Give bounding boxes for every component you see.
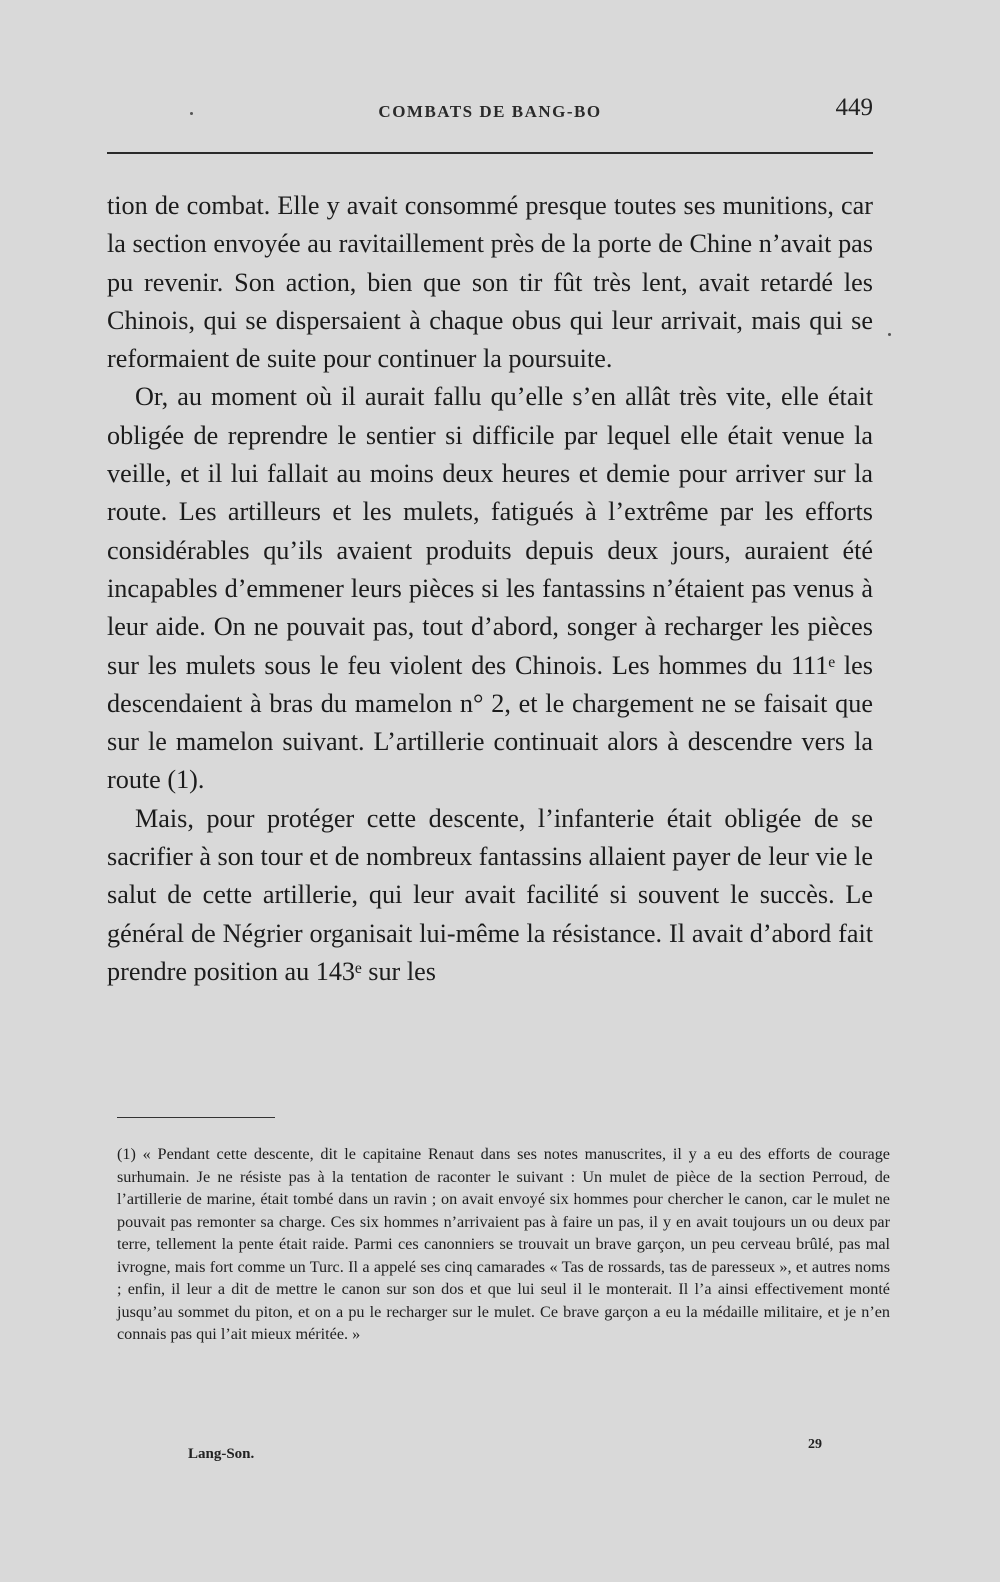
paragraph: Or, au moment où il aurait fallu qu’elle s’en allât très vite, elle était obligée de reprendre le sentier si difficile par lequel elle était venue la veille, et il lui fallait au moins deux heures et demie pour arriver sur la route. Les artilleurs et les mulets, fatigués à l’extrême par les efforts considérables qu’ils avaient produits depuis deux jours, auraient été incapables d’emmener leurs pièces si les fantassins n’étaient pas venus à leur aide. On ne pouvait pas, tout d’abord, songer à recharger les pièces sur les mulets sous le feu violent des Chinois. Les hommes du 111ᵉ les descendaient à bras du mamelon n° 2, et le chargement ne se faisait que sur le mamelon suivant. L’artillerie continuait alors à descendre vers la route (1). <box>107 382 873 795</box>
footnote <box>117 1143 890 1346</box>
page-number: 449 <box>835 94 873 121</box>
paragraph: tion de combat. Elle y avait consommé presque toutes ses munitions, car la section envoyée au ravitaillement près de la porte de Chine n’avait pas pu revenir. Son action, bien que son tir fût très lent, avait retardé les Chinois, qui se dispersaient à chaque obus qui leur arrivait, mais qui se reformaient de suite pour continuer la poursuite. <box>107 191 873 374</box>
paper-speck <box>888 333 891 336</box>
running-title: COMBATS DE BANG-BO <box>378 102 602 121</box>
paragraph: Mais, pour protéger cette descente, l’infanterie était obligée de se sacrifier à son tour et de nombreux fantassins allaient payer de leur vie le salut de cette artillerie, qui leur avait facilité si souvent le succès. Le général de Négrier organisait lui-même la résistance. Il avait d’abord fait prendre position au 143ᵉ sur les <box>107 803 873 986</box>
footnote-rule <box>117 1117 275 1118</box>
running-head <box>107 92 873 132</box>
header-rule <box>107 152 873 154</box>
footnote-text: (1) « Pendant cette descente, dit le capitaine Renaut dans ses notes manuscrites, il y a eu des efforts de courage surhumain. Je ne résiste pas à la tentation de raconter le suivant : Un mulet de pièce de la section Perroud, de l’artillerie de marine, était tombé dans un ravin ; on avait envoyé six hommes pour chercher le canon, car le mulet ne pouvait pas remonter sa charge. Ces six hommes n’arrivaient pas à faire un pas, il y en avait toujours un ou deux par terre, tellement la pente était raide. Parmi ces canonniers se trouvait un brave garçon, un peu cerveau brûlé, pas mal ivrogne, mais fort comme un Turc. Il a appelé ses cinq camarades « Tas de rossards, tas de paresseux », et autres noms ; enfin, il leur a dit de mettre le canon sur son dos et que lui seul il le monterait. Il l’a ainsi effectivement monté jusqu’au sommet du piton, et on a pu le recharger sur le mulet. Ce brave garçon a eu la médaille militaire, et je n’en connais pas qui l’ait mieux méritée. » <box>117 1145 890 1343</box>
sheet-number: 29 <box>808 1437 822 1452</box>
body-text <box>107 187 873 991</box>
signature-mark: Lang-Son. <box>188 1446 255 1462</box>
